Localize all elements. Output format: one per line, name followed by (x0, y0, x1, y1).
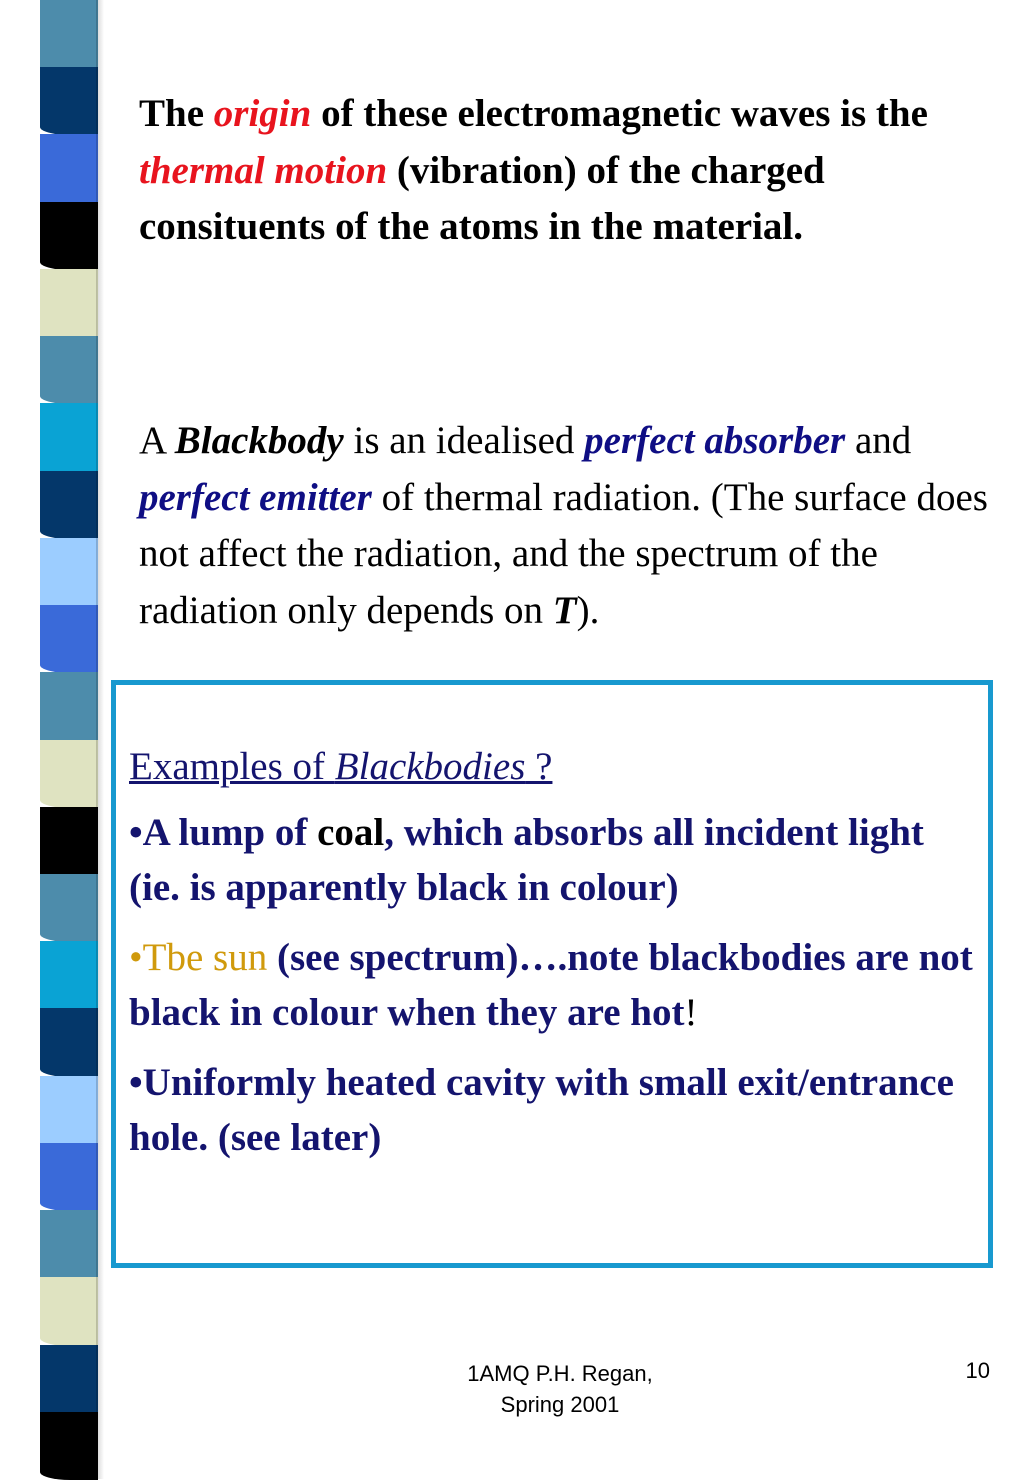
stripe-segment (40, 672, 98, 740)
example-sun: •Tbe sun (see spectrum)….note blackbodies are not black in colour when they are hot! (129, 935, 973, 1034)
stripe-segment (40, 134, 98, 202)
perfect-absorber-term: perfect absorber (584, 419, 846, 462)
stripe-segment (40, 1277, 98, 1345)
stripe-segment (40, 874, 98, 942)
temperature-symbol: T (552, 588, 577, 632)
stripe-segment (40, 807, 98, 875)
examples-box (111, 680, 993, 1268)
stripe-segment (40, 67, 98, 135)
page-number: 10 (965, 1358, 990, 1383)
stripe-segment (40, 1412, 98, 1480)
origin-paragraph: The origin of these electromagnetic waves is the thermal motion (vibration) of the charged consituents of the atoms in the material. (139, 92, 928, 248)
thermal-motion-emphasis: thermal motion (139, 148, 388, 192)
stripe-segment (40, 403, 98, 471)
stripe-segment (40, 202, 98, 270)
bullet: • (129, 1060, 143, 1104)
stripe-segment (40, 0, 98, 68)
stripe-segment (40, 740, 98, 808)
stripe-segment (40, 1345, 98, 1413)
bullet: • (129, 810, 143, 854)
examples-heading: Examples of Blackbodies ? (129, 745, 553, 788)
example-cavity: •Uniformly heated cavity with small exit/entrance hole. (see later) (129, 1060, 954, 1159)
stripe-segment (40, 605, 98, 673)
perfect-emitter-term: perfect emitter (139, 475, 372, 519)
stripe-segment (40, 1076, 98, 1144)
decorative-stripe-bar (40, 0, 98, 1479)
footer-credit: 1AMQ P.H. Regan, Spring 2001 (467, 1361, 653, 1417)
stripe-segment (40, 941, 98, 1009)
stripe-segment (40, 336, 98, 404)
stripe-segment (40, 1143, 98, 1211)
origin-emphasis: origin (213, 92, 312, 135)
blackbody-definition-paragraph: A Blackbody is an idealised perfect absorber and perfect emitter of thermal radiation. (The surface does not affect the radiation, and the spectrum of the radiation only depends on T). (139, 419, 988, 632)
bullet: • (129, 935, 143, 979)
stripe-shadow (96, 0, 104, 1479)
stripe-segment (40, 1210, 98, 1278)
stripe-segment (40, 471, 98, 539)
stripe-segment (40, 1008, 98, 1076)
example-coal: •A lump of coal, which absorbs all incident light (ie. is apparently black in colour) (129, 810, 924, 909)
blackbody-term: Blackbody (174, 419, 344, 462)
stripe-segment (40, 269, 98, 337)
stripe-segment (40, 538, 98, 606)
